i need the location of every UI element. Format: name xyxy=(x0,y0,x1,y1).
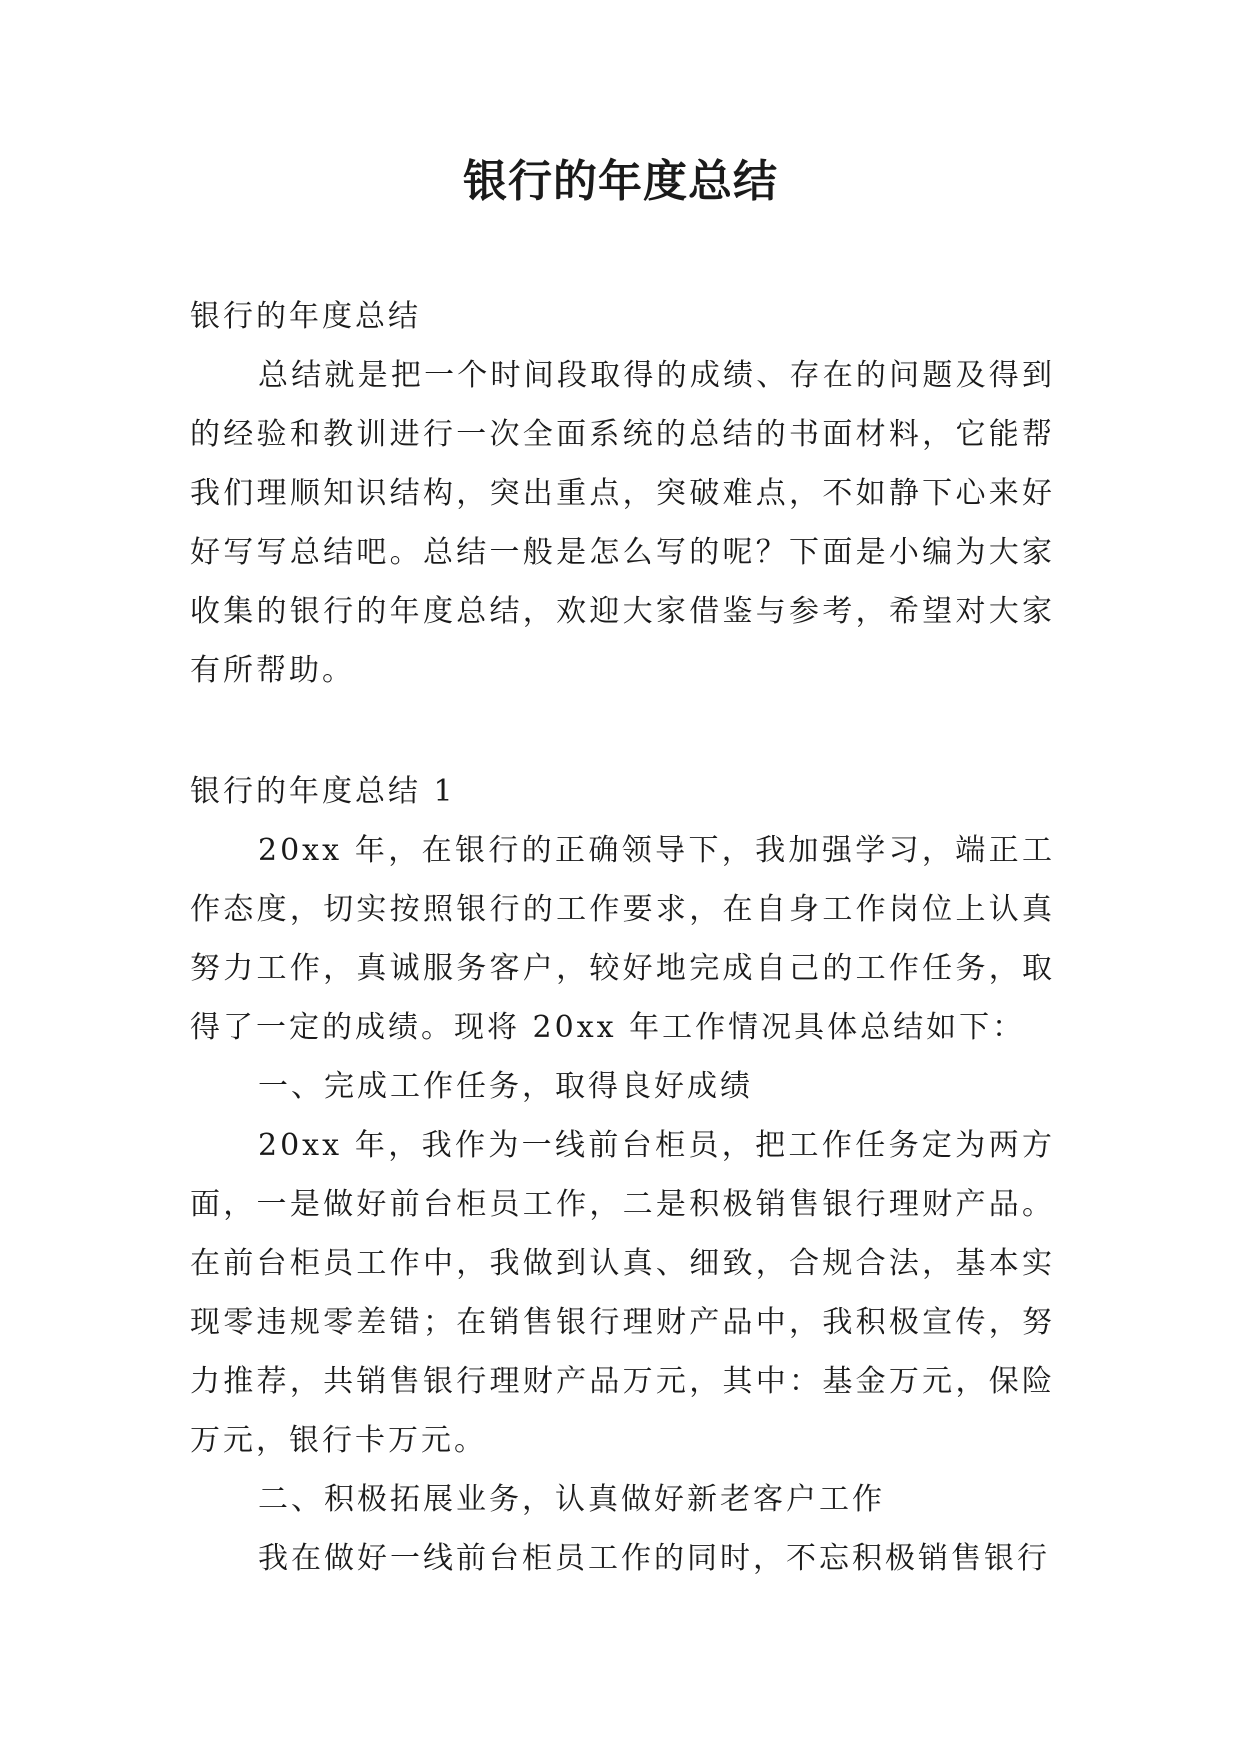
document-title: 银行的年度总结 xyxy=(463,156,778,207)
subsection-heading: 银行的年度总结 1 xyxy=(190,774,456,809)
body-paragraph: 我在做好一线前台柜员工作的同时，不忘积极销售银行 xyxy=(258,1541,1050,1576)
body-paragraph: 20xx 年，我作为一线前台柜员，把工作任务定为两方面，一是做好前台柜员工作，二是积极销售银行理财产品。在前台柜员工作中，我做到认真、细致，合规合法，基本实现零违规零差错；在销售银行理财产品中，我积极宣传，努力推荐，共销售银行理财产品万元，其中：基金万元，保险万元，银行卡万元。 xyxy=(190,1128,1055,1458)
body-paragraph: 20xx 年，在银行的正确领导下，我加强学习，端正工作态度，切实按照银行的工作要求，在自身工作岗位上认真努力工作，真诚服务客户，较好地完成自己的工作任务，取得了一定的成绩。现将 20xx 年工作情况具体总结如下： xyxy=(190,833,1055,1045)
numbered-heading: 一、完成工作任务，取得良好成绩 xyxy=(258,1069,753,1104)
paragraph-spacer xyxy=(190,700,1055,762)
document-body xyxy=(190,287,1055,1588)
intro-paragraph: 总结就是把一个时间段取得的成绩、存在的问题及得到的经验和教训进行一次全面系统的总结的书面材料，它能帮我们理顺知识结构，突出重点，突破难点，不如静下心来好好写写总结吧。总结一般是怎么写的呢？下面是小编为大家收集的银行的年度总结，欢迎大家借鉴与参考，希望对大家有所帮助。 xyxy=(190,358,1055,688)
numbered-heading: 二、积极拓展业务，认真做好新老客户工作 xyxy=(258,1482,885,1517)
section-heading: 银行的年度总结 xyxy=(190,299,421,334)
